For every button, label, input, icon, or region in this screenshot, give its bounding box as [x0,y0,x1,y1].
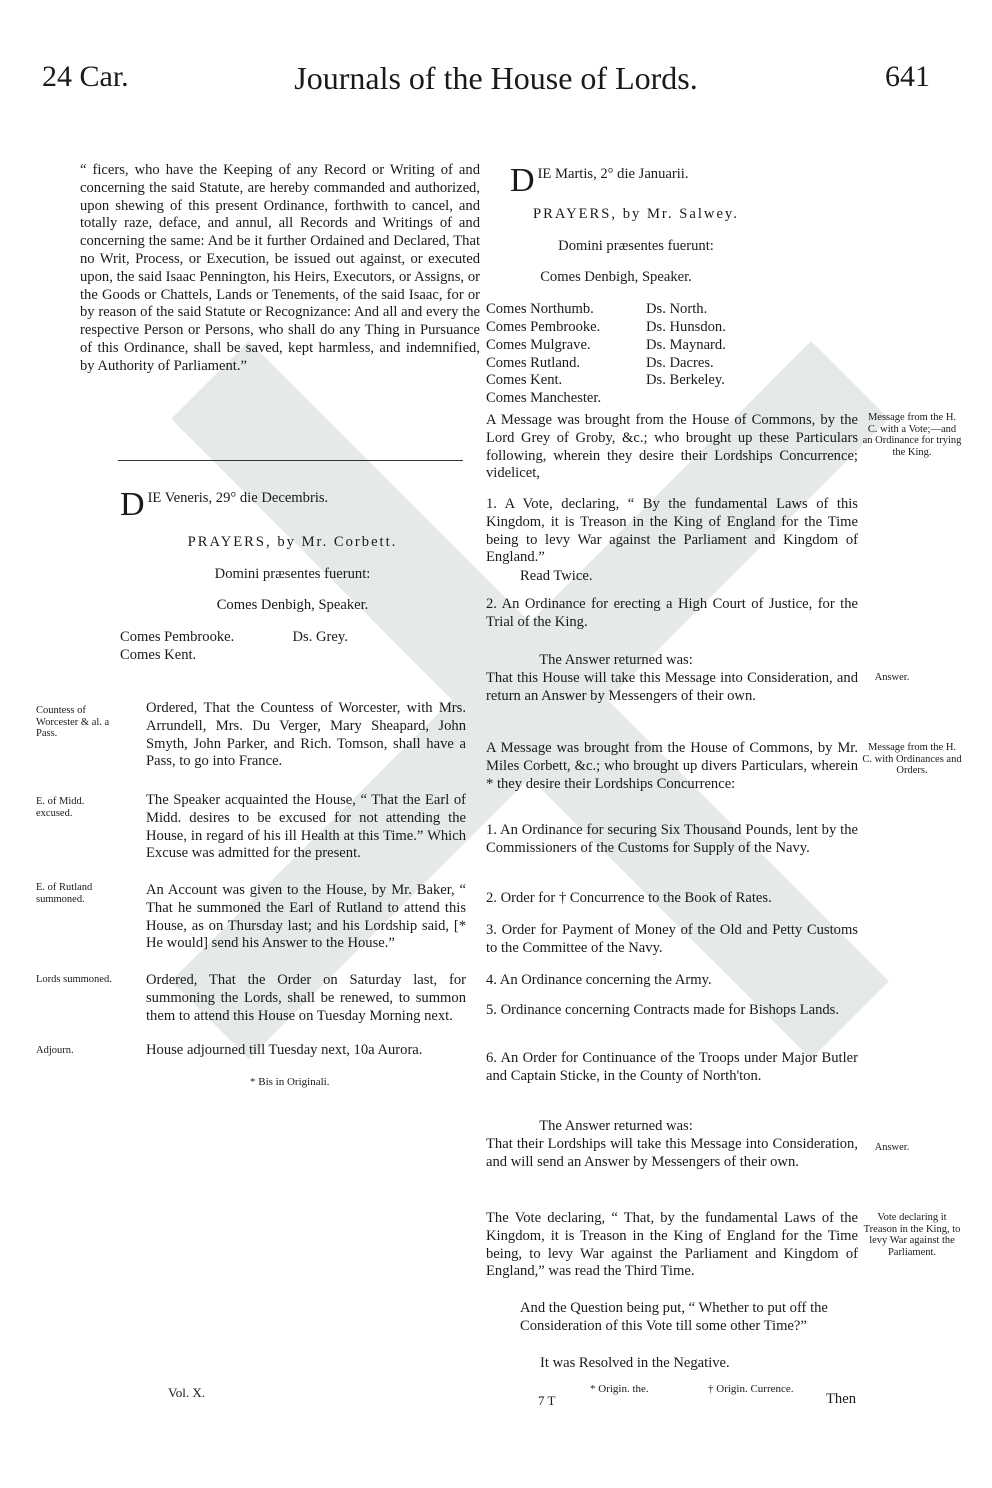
vote-third-reading: The Vote declaring, “ That, by the fundamental Laws of the Kingdom, it is Treason in the King of England for the Time being, to levy War against the Parliament and Kingdom of England,” was read the Third Time. [486,1210,858,1280]
sitting-date: IE Veneris, 29° die Decembris. [147,490,329,506]
ordinance-continuation: “ ficers, who have the Keeping of any Record or Writing of and concerning the said Statute, are hereby commanded and authorized, upon shewing of this present Ordinance, forthwith to cancel, and totally raze, deface, and annul, all Records and Writings of and concerning the same: And be it further Ordained and Declared, That no Writ, Process, or Execution, be issued out against, or executed upon, the said Isaac Pennington, his Heirs, Executors, or Assigns, or the Goods or Chattels, Lands or Tenements, of the said Isaac, for or by reason of the said Statute or Recognizance: And all and every the respective Person or Persons, who shall do any Thing in Pursuance of this Ordinance, shall be saved, kept harmless, and indemnified, by Authority of Parliament.” [80,162,480,374]
lord-name: Ds. Berkeley. [646,372,725,389]
margin-note: Countess of Worcester & al. a Pass. [36,705,110,739]
answer-heading: The Answer returned was: [539,1118,693,1134]
lord-name: Ds. Hunsdon. [646,318,726,335]
drop-cap: D [510,162,535,199]
entry-lords-summoned: Ordered, That the Order on Saturday last, for summoning the Lords, shall be renewed, to summon them to attend this House on Tuesday Morning next. [146,972,466,1024]
lord-name: Comes Mulgrave. [486,336,591,353]
footnote: * Origin. the. [590,1383,649,1395]
present-line: Domini præsentes fuerunt: [558,237,714,254]
entry-midd-excused: The Speaker acquainted the House, “ That the Earl of Midd. desires to be excused for not attending the House, in regard of his ill Health at this Time.” Which Excuse was admitted for the present. [146,792,466,862]
margin-note: Answer. [874,1142,910,1153]
lords-present-list [486,301,806,408]
margin-note: E. of Midd. excused. [36,796,85,819]
present-line: Domini præsentes fuerunt: [214,565,371,582]
volume-mark: Vol. X. [168,1385,205,1400]
answer-text: That their Lordships will take this Message into Consideration, and will send an Answer by Messengers of their own. [486,1136,858,1170]
sitting-date: IE Martis, 2° die Januarii. [537,166,689,182]
prayers-line: PRAYERS, by Mr. Salwey. [533,205,739,222]
lord-name: Comes Kent. [120,646,197,663]
margin-note: Lords summoned. [36,974,112,985]
read-twice: Read Twice. [520,568,593,584]
lord-name: Ds. Dacres. [646,354,714,371]
lord-name: Comes Pembrooke. [120,629,235,646]
particular-item: 1. An Ordinance for securing Six Thousand Pounds, lent by the Commissioners of the Customs for Supply of the Navy. [486,822,858,856]
question-put: And the Question being put, “ Whether to put off the Consideration of this Vote till some other Time?” [520,1300,828,1334]
particular-item: 5. Ordinance concerning Contracts made for Bishops Lands. [486,1002,839,1018]
lord-name: Comes Kent. [486,372,563,389]
sitting-29-december [120,486,465,665]
drop-cap: D [120,486,145,523]
entry-adjourn: House adjourned till Tuesday next, 10a Aurora. [146,1042,423,1058]
answer-heading: The Answer returned was: [539,652,693,668]
particular-item: 2. Order for † Concurrence to the Book of Rates. [486,890,772,906]
margin-note: Vote declaring it Treason in the King, to levy War against the Parliament. [863,1212,961,1258]
message-grey-of-groby: A Message was brought from the House of Commons, by the Lord Grey of Groby, &c.; who brought up these Particulars following, wherein they desire their Lordships Concurrence; videlicet, [486,412,858,482]
entry-rutland-summoned: An Account was given to the House, by Mr. Baker, “ That he summoned the Earl of Rutland to attend this House, as on Thursday last; and his Lordship said, [* He would] send his Answer to the House.” [146,882,466,952]
speaker-line: Comes Denbigh, Speaker. [540,269,692,286]
signature-mark: 7 T [538,1393,556,1408]
lord-name: Ds. Grey. [292,629,348,646]
particular-item: 3. Order for Payment of Money of the Old and Petty Customs to the Committee of the Navy. [486,922,858,956]
lords-present-list [120,629,465,665]
left-column-top [80,162,480,376]
speaker-line: Comes Denbigh, Speaker. [216,597,369,614]
resolved-negative: It was Resolved in the Negative. [540,1355,730,1371]
lord-name: Ds. Maynard. [646,336,726,353]
page-number: 641 [885,60,930,93]
vote-treason: 1. A Vote, declaring, “ By the fundamental Laws of this Kingdom, it is Treason in the King of England for the Time being to levy War against the Parliament and Kingdom of England.” [486,496,858,566]
particular-item: 6. An Order for Continuance of the Troops under Major Butler and Captain Sticke, in the County of North'ton. [486,1050,858,1084]
lord-name: Comes Manchester. [486,390,602,407]
ordinance-high-court: 2. An Ordinance for erecting a High Court of Justice, for the Trial of the King. [486,596,858,630]
lord-name: Ds. North. [646,301,708,318]
margin-note: Message from the H. C. with Ordinances and Orders. [862,742,962,776]
prayers-line: PRAYERS, by Mr. Corbett. [187,533,398,550]
footnote: * Bis in Originali. [250,1076,330,1088]
running-title: Journals of the House of Lords. [294,60,698,96]
lord-name: Comes Rutland. [486,354,581,371]
margin-note: E. of Rutland summoned. [36,882,93,905]
entry-pass: Ordered, That the Countess of Worcester, with Mrs. Arrundell, Mrs. Du Verger, Mary Sheapard, John Smyth, John Parker, and Rich. Tomson, shall have a Pass, to go into France. [146,700,466,770]
margin-note: Message from the H. C. with a Vote;—and an Ordinance for trying the King. [862,412,962,458]
margin-note: Answer. [874,672,910,683]
regnal-year: 24 Car. [42,60,129,93]
lord-name: Comes Pembrooke. [486,318,601,335]
message-miles-corbett: A Message was brought from the House of Commons, by Mr. Miles Corbett, &c.; who brought up divers Particulars, wherein * they desire their Lordships Concurrence: [486,740,858,792]
margin-note: Adjourn. [36,1045,74,1056]
sitting-2-january [486,162,858,408]
lord-name: Comes Northumb. [486,301,594,318]
catchword: Then [826,1391,856,1407]
footnote: † Origin. Currence. [708,1383,794,1395]
answer-text: That this House will take this Message into Consideration, and return an Answer by Messengers of their own. [486,670,858,704]
section-divider [118,460,463,461]
particular-item: 4. An Ordinance concerning the Army. [486,972,712,988]
